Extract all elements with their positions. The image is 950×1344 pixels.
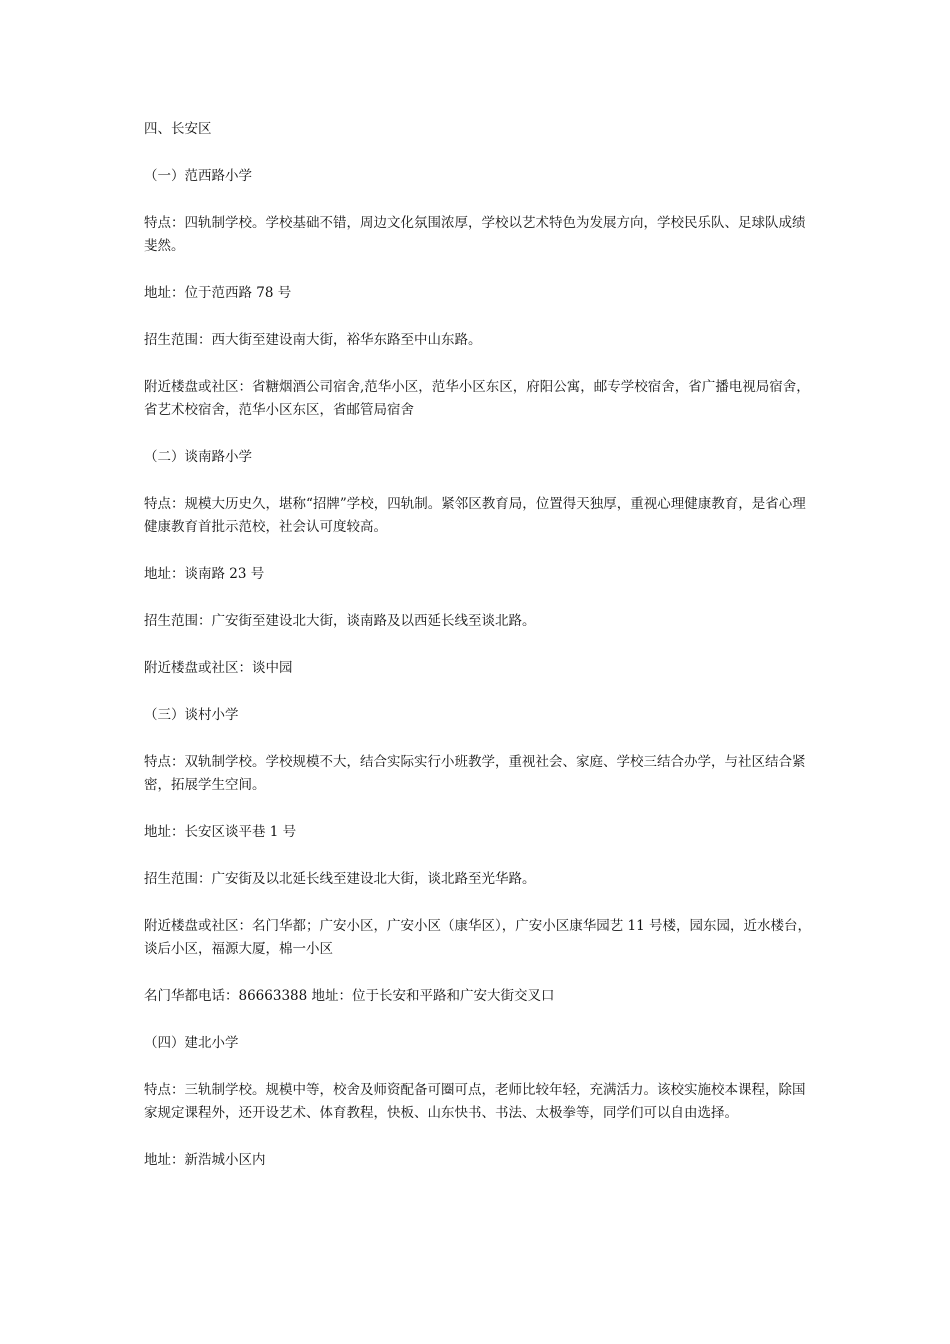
school-heading: （一）范西路小学 xyxy=(144,168,252,184)
school-enrollment: 招生范围：西大街至建设南大街，裕华东路至中山东路。 xyxy=(144,332,482,348)
school-address: 地址：位于范西路 78 号 xyxy=(144,285,292,301)
school-address: 地址：新浩城小区内 xyxy=(144,1152,266,1168)
school-enrollment: 招生范围：广安街至建设北大街，谈南路及以西延长线至谈北路。 xyxy=(144,613,536,629)
school-heading: （二）谈南路小学 xyxy=(144,449,252,465)
school-features: 特点：双轨制学校。学校规模不大，结合实际实行小班教学，重视社会、家庭、学校三结合办学，与社区结合紧密，拓展学生空间。 xyxy=(144,754,806,793)
school-enrollment: 招生范围：广安街及以北延长线至建设北大街，谈北路至光华路。 xyxy=(144,871,536,887)
school-heading: （四）建北小学 xyxy=(144,1035,239,1051)
school-address: 地址：谈南路 23 号 xyxy=(144,566,265,582)
school-features: 特点：规模大历史久，堪称“招牌”学校，四轨制。紧邻区教育局，位置得天独厚，重视心理健康教育，是省心理健康教育首批示范校，社会认可度较高。 xyxy=(144,496,806,535)
school-heading: （三）谈村小学 xyxy=(144,707,239,723)
school-address: 地址：长安区谈平巷 1 号 xyxy=(144,824,297,840)
district-title: 四、长安区 xyxy=(144,121,212,137)
school-communities: 附近楼盘或社区：谈中园 xyxy=(144,660,293,676)
school-communities: 附近楼盘或社区：名门华都；广安小区，广安小区（康华区），广安小区康华园艺 11 号楼，园东园，近水楼台，谈后小区，福源大厦，棉一小区 xyxy=(144,918,812,957)
school-contact: 名门华都电话：86663388 地址：位于长安和平路和广安大街交叉口 xyxy=(144,988,555,1004)
school-communities: 附近楼盘或社区：省糖烟酒公司宿舍,范华小区，范华小区东区，府阳公寓，邮专学校宿舍，省广播电视局宿舍，省艺术校宿舍，范华小区东区，省邮管局宿舍 xyxy=(144,379,810,418)
school-features: 特点：四轨制学校。学校基础不错，周边文化氛围浓厚，学校以艺术特色为发展方向，学校民乐队、足球队成绩斐然。 xyxy=(144,215,806,254)
school-features: 特点：三轨制学校。规模中等，校舍及师资配备可圈可点，老师比较年轻，充满活力。该校实施校本课程，除国家规定课程外，还开设艺术、体育教程，快板、山东快书、书法、太极拳等，同学们可以自由选择。 xyxy=(144,1082,806,1121)
document-page xyxy=(144,118,814,1196)
